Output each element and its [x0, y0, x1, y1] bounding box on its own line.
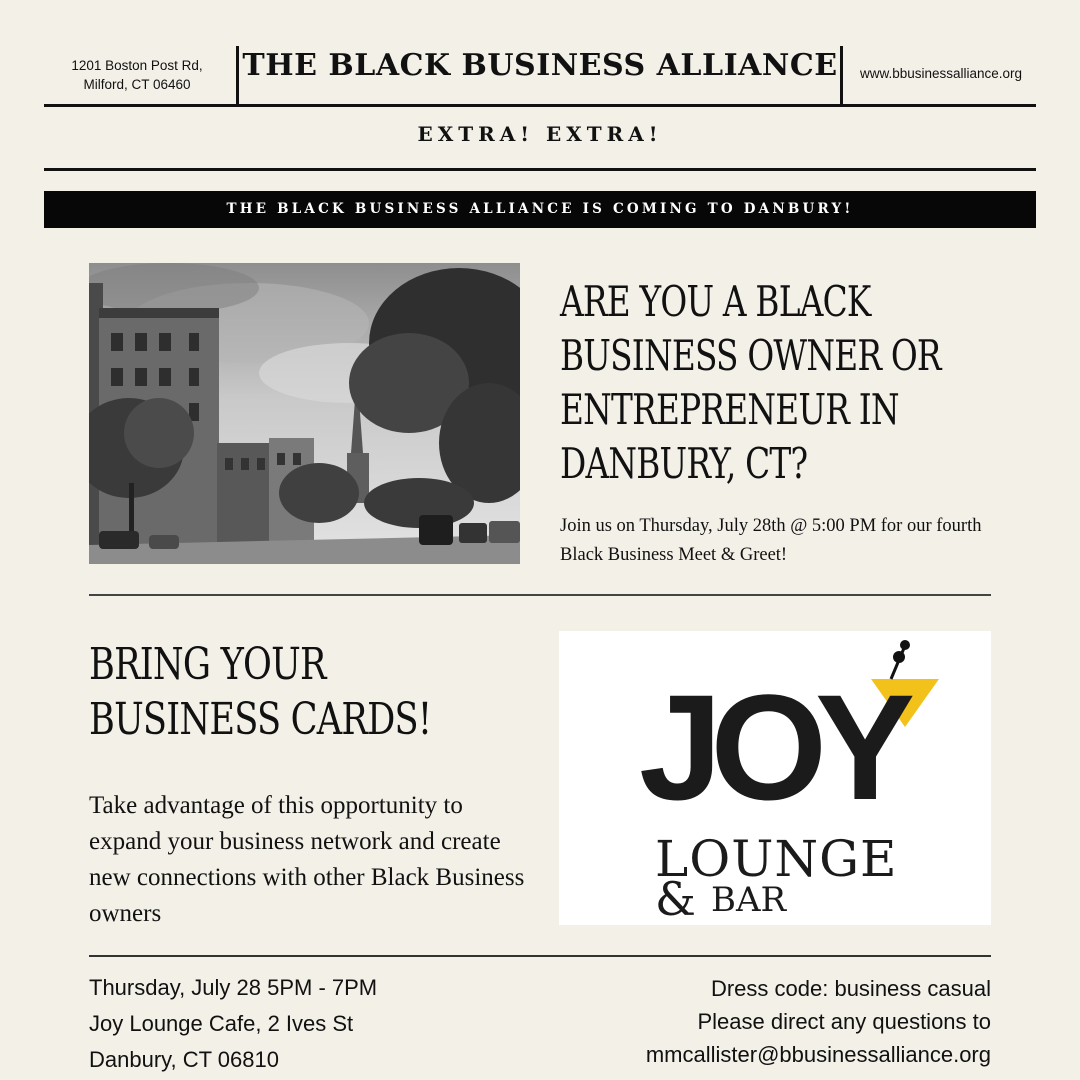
announcement-banner: THE BLACK BUSINESS ALLIANCE IS COMING TO DANBURY! [44, 191, 1036, 228]
headline-line: BUSINESS OWNER OR [560, 331, 941, 380]
joy-lounge-logo-art [559, 631, 991, 925]
event-venue: Joy Lounge Cafe, 2 Ives St [89, 1011, 354, 1036]
event-invitation-text: Join us on Thursday, July 28th @ 5:00 PM for our fourth Black Business Meet & Greet! [560, 516, 982, 565]
address-line-1: 1201 Boston Post Rd, [71, 58, 203, 73]
bring-heading-line: BUSINESS CARDS! [89, 694, 432, 745]
masthead-left-underline [44, 104, 236, 107]
danbury-street-photo [89, 263, 520, 564]
networking-description: Take advantage of this opportunity to expand your business network and create new connections with other Black Business owners [89, 792, 525, 927]
event-date-time: Thursday, July 28 5PM - 7PM [89, 975, 378, 1000]
masthead-title: THE BLACK BUSINESS ALLIANCE [242, 48, 838, 83]
bring-cards-heading [89, 637, 457, 747]
masthead-divider-right [840, 46, 843, 106]
contact-email: mmcallister@bbusinessalliance.org [645, 1042, 991, 1067]
headline-line: DANBURY, CT? [560, 439, 808, 488]
event-details [89, 970, 509, 1078]
logo-bar-text: BAR [711, 880, 787, 920]
bring-heading-line: BRING YOUR [89, 639, 326, 690]
extra-bottom-rule [44, 168, 1036, 171]
event-city: Danbury, CT 06810 [89, 1047, 279, 1072]
logo-ampersand-text: & [655, 872, 696, 925]
address [44, 56, 230, 94]
dress-code: Dress code: business casual [710, 976, 991, 1001]
section-divider-2 [89, 955, 991, 957]
questions-prompt: Please direct any questions to [697, 1009, 991, 1034]
headline [560, 275, 997, 491]
section-divider-1 [89, 594, 991, 596]
contact-details [560, 972, 991, 1071]
masthead-divider-left [236, 46, 239, 106]
website-url: www.bbusinessalliance.org [859, 66, 1023, 81]
address-line-2: Milford, CT 06460 [83, 77, 191, 92]
logo-lounge-text: LOUNGE [655, 830, 898, 888]
headline-line: ARE YOU A BLACK [560, 277, 871, 326]
logo-joy-text: JOY [639, 663, 904, 831]
street-photo-illustration [89, 263, 520, 564]
extra-heading: EXTRA! EXTRA! [417, 122, 663, 146]
joy-lounge-logo [559, 631, 991, 925]
headline-line: ENTREPRENEUR IN [560, 385, 899, 434]
